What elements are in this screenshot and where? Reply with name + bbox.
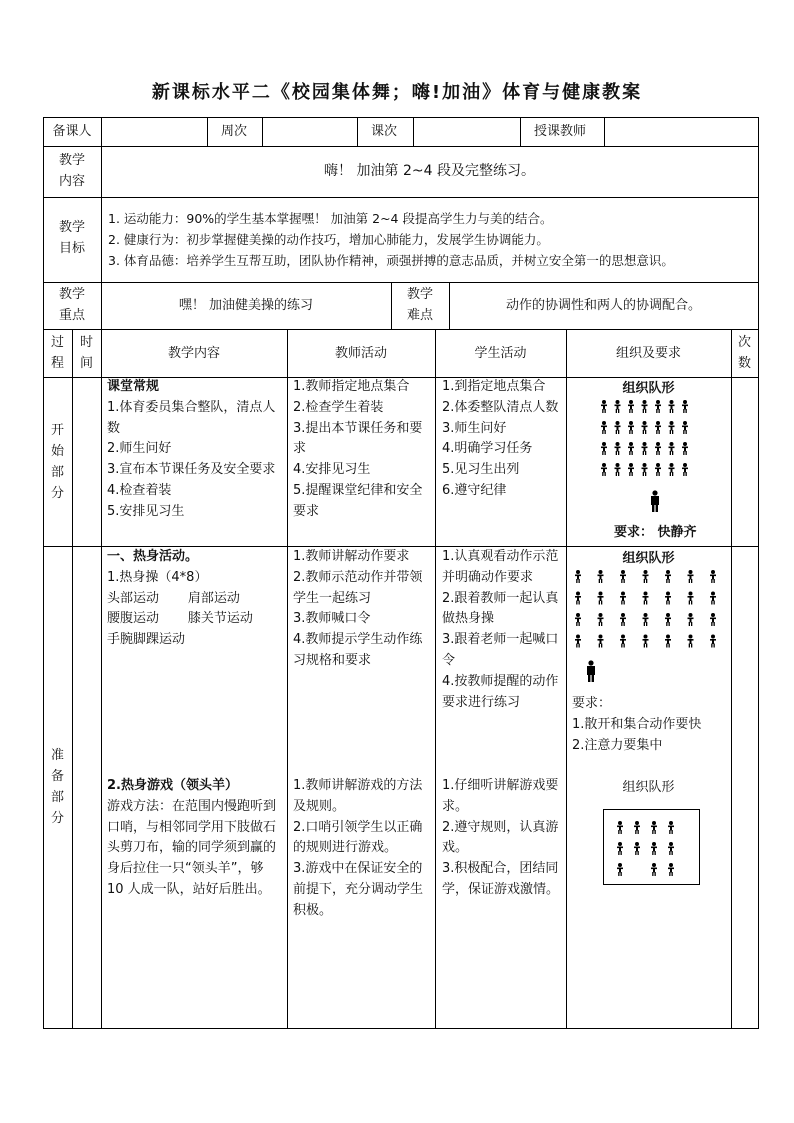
teacher-label: 授课教师 [534,124,587,139]
goals-list [108,208,756,271]
goal-item: 1. 运动能力：90%的学生基本掌握嘿！ 加油第 2~4 段提高学生力与美的结合。 [108,211,553,226]
start-teacher: 1.教师指定地点集合 2.检查学生着装 3.提出本节课任务和要求 4.安排见习生 5.提醒课堂纪律和安全要求 [293,379,423,519]
difficulty-value: 动作的协调性和两人的协调配合。 [505,298,701,313]
warmup-teacher: 1.教师讲解动作要求 2.教师示范动作并带领学生一起练习 3.教师喊口令 4.教师提示学生动作练习规格和要求 [293,549,423,668]
formation-diagram [600,400,695,484]
game-teacher: 1.教师讲解游戏的方法及规则。 2.口哨引领学生以正确的规则进行游戏。 3.游戏中在保证安全的前提下，充分调动学生积极。 [293,778,424,918]
col-line [413,117,414,147]
table-border-bottom [43,1028,759,1029]
prepare-label: 备课人 [52,124,92,139]
col-line [357,117,358,147]
col-student: 学生活动 [474,346,527,361]
warmup-sub: 1.热身操（4*8） [107,569,208,585]
goal-item: 3. 体育品德：培养学生互帮互助，团队协作精神，顽强拼搏的意志品质，并树立安全第一的思想意识。 [108,253,674,268]
phase-start: 开 始 部 分 [50,423,64,501]
col-teacher: 教师活动 [334,346,387,361]
col-line [101,329,102,1029]
warmup-student: 1.认真观看动作示范并明确动作要求 2.跟着教师一起认真做热身操 3.跟着老师一起喊口令 4.按教师提醒的动作要求进行练习 [442,549,559,710]
col-process: 过 程 [50,335,64,371]
row-line [43,329,759,330]
table-border-top [43,117,759,118]
start-org-req: 要求： 快静齐 [614,525,697,540]
col-line [731,329,732,1029]
start-content-title: 课堂常规 [107,379,160,394]
row-line [43,282,759,283]
game-title: 2.热身游戏（领头羊） [107,778,238,793]
start-org-title: 组织队形 [622,381,675,396]
goal-item: 2. 健康行为：初步掌握健美操的动作技巧，增加心肺能力，发展学生协调能力。 [108,232,549,247]
game-org-title: 组织队形 [622,780,675,795]
phase-prep: 准 备 部 分 [50,748,64,826]
start-content-body: 1.体育委员集合整队，清点人数 2.师生问好 3.宣布本节课任务及安全要求 4.检查着装 5.安排见习生 [107,399,276,519]
col-count: 次 数 [737,335,751,371]
teacher-figure-icon [649,490,661,512]
col-line [207,117,208,147]
table-border-right [758,117,759,1029]
col-line [72,329,73,1029]
start-content [107,377,283,523]
teacher-figure-icon [585,660,597,682]
keypoints-value: 嘿！ 加油健美操的练习 [178,298,314,313]
game-body: 游戏方法：在范围内慢跑听到口哨，与相邻同学用下肢做石头剪刀布，输的同学须到赢的身后拉住一只“领头羊”，够 10 人成一队，站好后胜出。 [107,798,277,897]
prep-org-req: 要求： 1.散开和集合动作要快 2.注意力要集中 [572,696,702,753]
formation-diagram [616,821,684,884]
game-student: 1.仔细听讲解游戏要求。 2.遵守规则，认真游戏。 3.积极配合，团结同学，保证游戏激情。 [442,778,560,897]
content-value: 嗨！ 加油第 2~4 段及完整练习。 [324,163,535,179]
col-line [566,329,567,1029]
start-student: 1.到指定地点集合 2.体委整队清点人数 3.师生问好 4.明确学习任务 5.见习生出列 6.遵守纪律 [442,379,559,498]
warmup-title: 一、热身活动。 [107,549,199,564]
row-line [43,146,759,147]
document-title: 新课标水平二《校园集体舞；嗨!加油》体育与健康教案 [151,82,643,103]
lesson-label: 课次 [371,124,398,139]
col-line [435,329,436,1029]
keypoints-label: 教学 重点 [58,287,85,323]
col-line [101,117,102,147]
col-org: 组织及要求 [615,346,681,361]
warmup-content [107,547,283,651]
warmup-items: 头部运动 肩部运动 腰腹运动 膝关节运动 手腕脚踝运动 [107,590,253,648]
col-time: 时 间 [79,335,93,371]
week-label: 周次 [221,124,248,139]
difficulty-label: 教学 难点 [406,287,433,323]
content-label: 教学 内容 [58,153,85,189]
col-content: 教学内容 [167,346,220,361]
prep-org-title: 组织队形 [622,551,675,566]
row-line [43,197,759,198]
col-line [604,117,605,147]
col-line [262,117,263,147]
formation-diagram [574,570,732,656]
col-line [520,117,521,147]
col-line [287,329,288,1029]
game-content [107,776,283,901]
goals-label: 教学 目标 [58,220,85,256]
